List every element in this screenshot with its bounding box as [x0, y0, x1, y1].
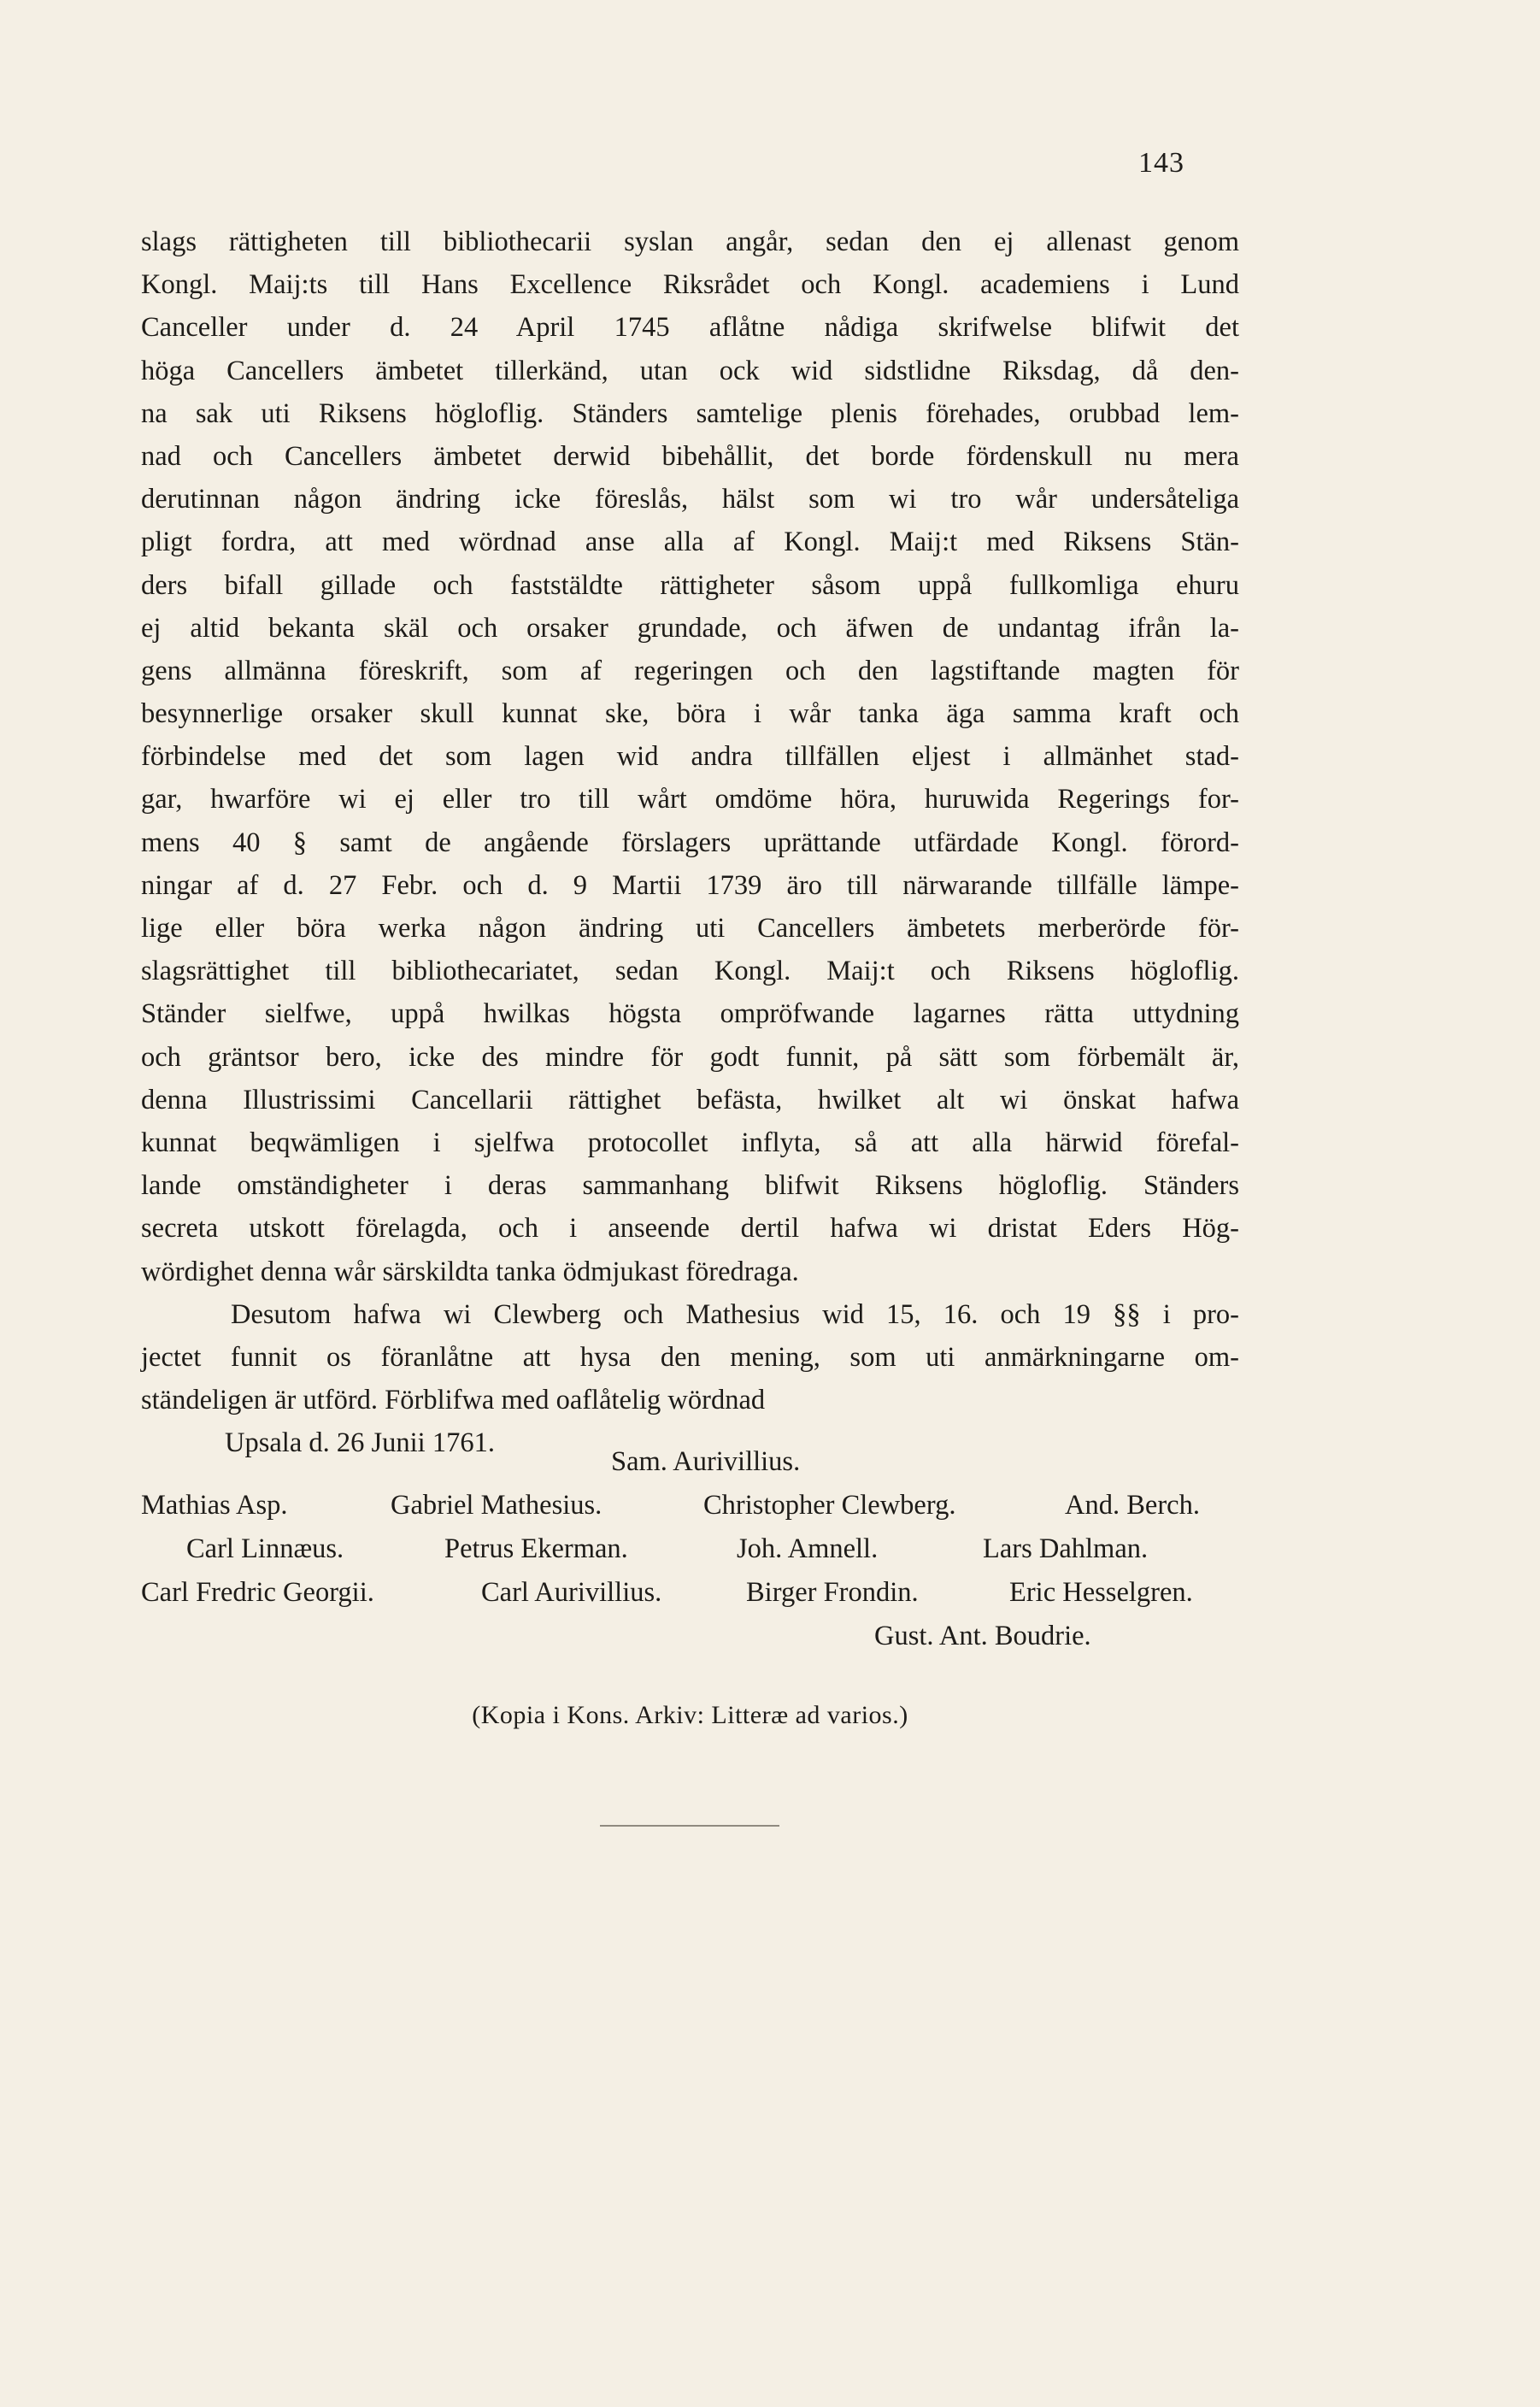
text-line: Canceller under d. 24 April 1745 aflåtne nådiga skrifwelse blifwit det: [141, 312, 1239, 344]
signature-row: [141, 1571, 1239, 1615]
signature: Sam. Aurivillius.: [611, 1446, 801, 1477]
text-line: ej altid bekanta skäl och orsaker grundade, och äfwen de undantag ifrån la-: [141, 612, 1239, 644]
signature: Joh. Amnell.: [737, 1533, 879, 1564]
text-line: nad och Cancellers ämbetet derwid bibehållit, det borde fördenskull nu mera: [141, 440, 1239, 472]
text-line: gens allmänna föreskrift, som af regeringen och den lagstiftande magten för: [141, 655, 1239, 686]
signature: Lars Dahlman.: [983, 1533, 1149, 1564]
text-line: ders bifall gillade och faststäldte rättigheter såsom uppå fullkomliga ehuru: [141, 569, 1239, 601]
text-line: Ständer sielfwe, uppå hwilkas högsta ompröfwande lagarnes rätta uttydning: [141, 998, 1239, 1030]
text-line: besynnerlige orsaker skull kunnat ske, böra i wår tanka äga samma kraft och: [141, 698, 1239, 730]
text-line: Desutom hafwa wi Clewberg och Mathesius wid 15, 16. och 19 §§ i pro-: [231, 1298, 1239, 1330]
signature: Petrus Ekerman.: [444, 1533, 628, 1564]
signature: Eric Hesselgren.: [1009, 1577, 1193, 1608]
text-line: Kongl. Maij:ts till Hans Excellence Riksrådet och Kongl. academiens i Lund: [141, 269, 1239, 301]
text-line: ständeligen är utförd. Förblifwa med oaflåtelig wördnad: [141, 1385, 766, 1416]
text-line: na sak uti Riksens högloflig. Ständers samtelige plenis förehades, orubbad lem-: [141, 397, 1239, 429]
signature: Carl Linnæus.: [186, 1533, 344, 1564]
signature-row: [141, 1484, 1239, 1527]
text-line: höga Cancellers ämbetet tillerkänd, utan ock wid sidstlidne Riksdag, då den-: [141, 355, 1239, 386]
signature-row: [141, 1615, 1239, 1658]
signature: Gabriel Mathesius.: [391, 1490, 602, 1521]
signature: Carl Fredric Georgii.: [141, 1577, 374, 1608]
source-note: (Kopia i Kons. Arkiv: Litteræ ad varios.): [472, 1701, 908, 1729]
dateline: Upsala d. 26 Junii 1761.: [225, 1427, 495, 1459]
signature-row-presiding: [141, 1440, 1239, 1484]
text-line: denna Illustrissimi Cancellarii rättighet befästa, hwilket alt wi önskat hafwa: [141, 1084, 1239, 1115]
signature: Christopher Clewberg.: [703, 1490, 956, 1521]
page-number: 143: [1138, 147, 1184, 179]
signature: Gust. Ant. Boudrie.: [874, 1621, 1091, 1651]
body-text: [141, 221, 1239, 1464]
text-line: lande omständigheter i deras sammanhang blifwit Riksens högloflig. Ständers: [141, 1170, 1239, 1202]
divider-rule: [600, 1825, 779, 1827]
text-line: jectet funnit os föranlåtne att hysa den mening, som uti anmärkningarne om-: [141, 1341, 1239, 1373]
text-line: kunnat beqwämligen i sjelfwa protocollet inflyta, så att alla härwid förefal-: [141, 1127, 1239, 1158]
signature: Birger Frondin.: [746, 1577, 919, 1608]
text-line: wördighet denna wår särskildta tanka ödmjukast föredraga.: [141, 1256, 799, 1287]
signature-row: [141, 1527, 1239, 1571]
text-line: pligt fordra, att med wördnad anse alla af Kongl. Maij:t med Riksens Stän-: [141, 527, 1239, 558]
text-line: förbindelse med det som lagen wid andra tillfällen eljest i allmänhet stad-: [141, 741, 1239, 773]
signature: Carl Aurivillius.: [481, 1577, 662, 1608]
text-line: och gräntsor bero, icke des mindre för godt funnit, på sätt som förbemält är,: [141, 1041, 1239, 1073]
text-line: lige eller böra werka någon ändring uti Cancellers ämbetets merberörde för-: [141, 913, 1239, 944]
text-line: secreta utskott förelagda, och i anseende dertil hafwa wi dristat Eders Hög-: [141, 1213, 1239, 1245]
text-line: ningar af d. 27 Febr. och d. 9 Martii 1739 äro till närwarande tillfälle lämpe-: [141, 869, 1239, 901]
text-line: gar, hwarföre wi ej eller tro till wårt omdöme höra, huruwida Regerings for-: [141, 784, 1239, 815]
signature: And. Berch.: [1065, 1490, 1200, 1521]
text-line: mens 40 § samt de angående förslagers uprättande utfärdade Kongl. förord-: [141, 827, 1239, 858]
text-line: slags rättigheten till bibliothecarii syslan angår, sedan den ej allenast genom: [141, 227, 1239, 257]
signatures: [141, 1440, 1239, 1658]
signature: Mathias Asp.: [141, 1490, 288, 1521]
text-line: slagsrättighet till bibliothecariatet, sedan Kongl. Maij:t och Riksens högloflig.: [141, 956, 1239, 987]
text-line: derutinnan någon ändring icke föreslås, hälst som wi tro wår undersåteliga: [141, 484, 1239, 515]
